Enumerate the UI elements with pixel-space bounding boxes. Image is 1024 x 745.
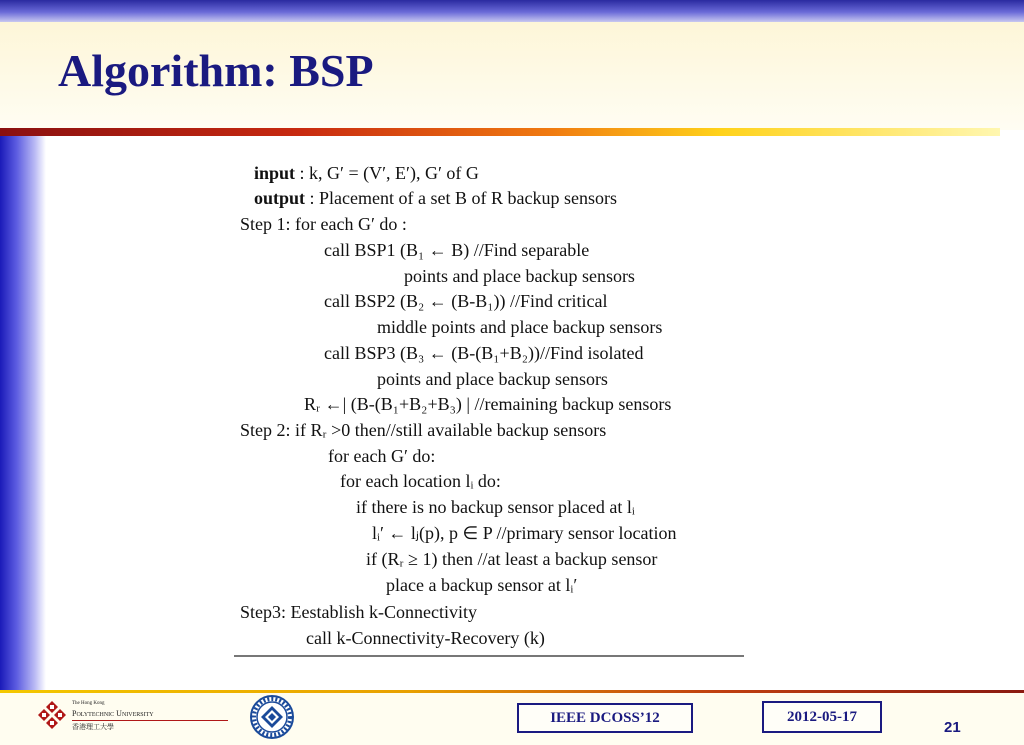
algorithm-line-for-each-g: for each G′ do: [328, 446, 436, 466]
algorithm-line-bsp3: call BSP3 (B₃ ← (B-(B₁+B₂))//Find isolated [324, 343, 644, 363]
algorithm-line-output: output : Placement of a set B of R backup sensors [254, 188, 617, 208]
date-label: 2012-05-17 [762, 701, 882, 733]
csu-logo [246, 694, 298, 740]
algorithm-line-for-each-location: for each location lᵢ do: [340, 471, 501, 491]
page-number: 21 [944, 719, 961, 736]
algorithm-line-bsp2: call BSP2 (B₂ ← (B-B₁)) //Find critical [324, 291, 608, 311]
algorithm-bottom-rule [234, 655, 744, 657]
algorithm-line-bsp3-cont: points and place backup sensors [377, 369, 608, 389]
algorithm-line-step3: Step3: Eestablish k-Connectivity [240, 602, 477, 622]
top-header-bar [0, 0, 1024, 22]
algorithm-line-remaining: Rᵣ ←| (B-(B₁+B₂+B₃) | //remaining backup sensors [304, 394, 672, 414]
algorithm-line-bsp2-cont: middle points and place backup sensors [377, 317, 663, 337]
slide-title: Algorithm: BSP [58, 45, 374, 96]
algorithm-line-if-rr: if (Rᵣ ≥ 1) then //at least a backup sensor [366, 549, 658, 569]
polyu-text-line1: The Hong Kong [72, 701, 105, 706]
algorithm-line-call-recovery: call k-Connectivity-Recovery (k) [306, 628, 545, 648]
algorithm-line-if-no-backup: if there is no backup sensor placed at lᵢ [356, 497, 635, 517]
university-seal-icon [246, 694, 298, 740]
title-divider [0, 128, 1000, 136]
algorithm-line-step1: Step 1: for each G′ do : [240, 214, 407, 234]
polyu-logo [36, 699, 230, 733]
algorithm-block [232, 158, 747, 658]
algorithm-line-step2: Step 2: if Rᵣ >0 then//still available backup sensors [240, 420, 607, 440]
algorithm-line-primary-location: lᵢ′ ← lⱼ(p), p ∈ P //primary sensor location [372, 523, 677, 543]
conference-label: IEEE DCOSS’12 [517, 703, 693, 733]
polyu-emblem-icon [36, 699, 68, 731]
polyu-text-line3: 香港理工大學 [72, 723, 114, 731]
polyu-logo-rule [72, 720, 228, 721]
algorithm-line-place-backup: place a backup sensor at lᵢ′ [386, 575, 578, 595]
polyu-text-line2: Polytechnic University [72, 709, 154, 718]
left-gradient-band [0, 136, 46, 691]
algorithm-line-bsp1: call BSP1 (B₁ ← B) //Find separable [324, 240, 590, 260]
algorithm-line-input: input : k, G′ = (V′, E′), G′ of G [254, 163, 479, 183]
algorithm-line-bsp1-cont: points and place backup sensors [404, 266, 635, 286]
